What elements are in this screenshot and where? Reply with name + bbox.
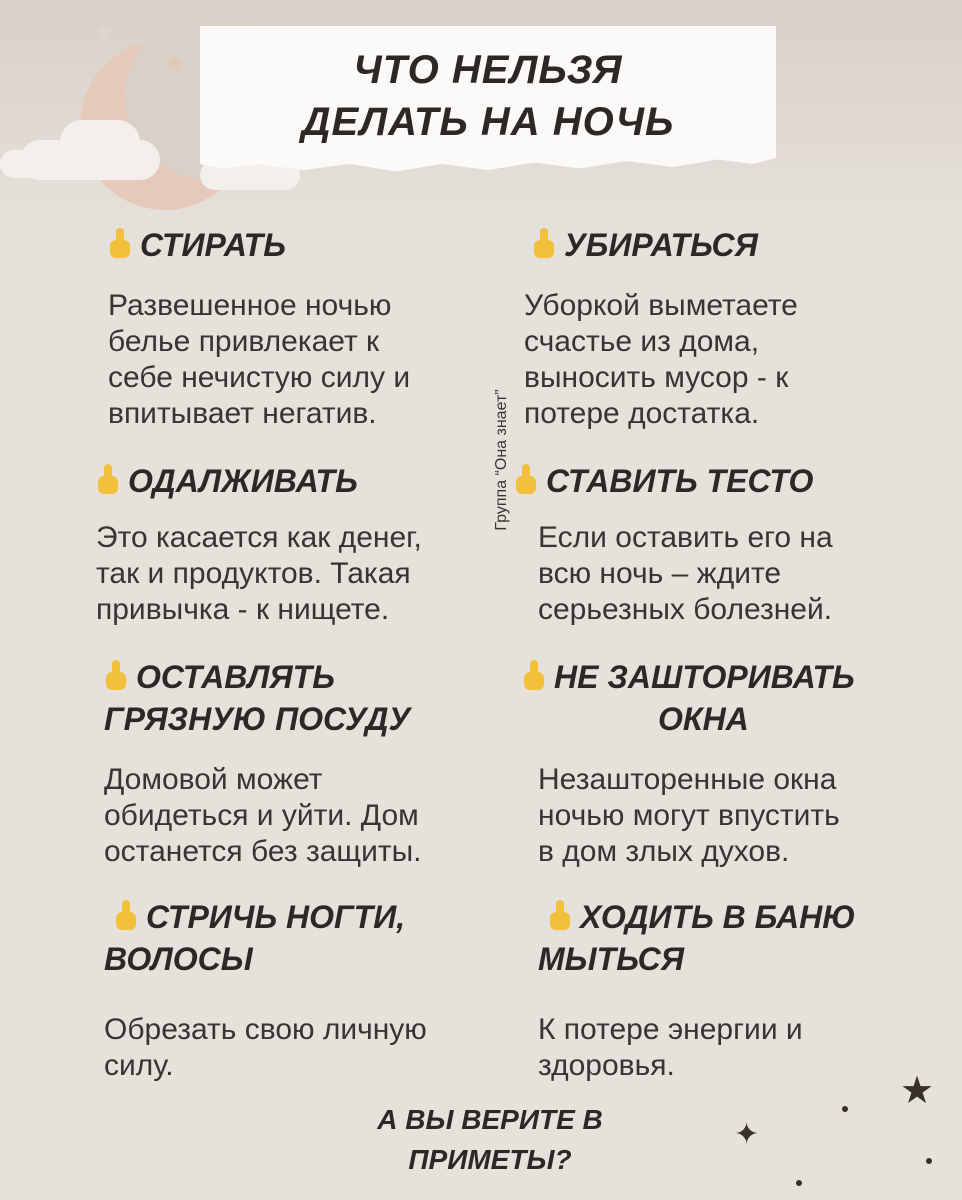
heading-text: ОКНА [658, 701, 749, 737]
text-line: потере достатка. [524, 397, 760, 430]
heading-text: ГРЯЗНУЮ ПОСУДУ [104, 701, 411, 737]
section-heading [104, 896, 405, 980]
section-heading [108, 224, 286, 266]
text-line: Развешенное ночью [108, 289, 392, 322]
text-line: силу. [104, 1049, 174, 1082]
heading-text: УБИРАТЬСЯ [564, 227, 758, 263]
section-text [104, 762, 422, 870]
text-line: выносить мусор - к [524, 361, 789, 394]
section-heading [514, 460, 813, 502]
cloud-icon [60, 120, 140, 165]
text-line: белье привлекает к [108, 325, 380, 358]
text-line: здоровья. [538, 1049, 675, 1082]
section-text [96, 520, 422, 628]
star-dot [796, 1180, 802, 1186]
pointing-finger-icon [548, 900, 572, 932]
heading-text: ВОЛОСЫ [104, 941, 253, 977]
text-line: Уборкой выметаете [524, 289, 798, 322]
title-line-1: ЧТО НЕЛЬЗЯ [353, 48, 623, 92]
section-text [524, 288, 798, 432]
heading-text: СТРИЧЬ НОГТИ, [146, 899, 406, 935]
heading-text: ОДАЛЖИВАТЬ [128, 463, 358, 499]
text-line: счастье из дома, [524, 325, 760, 358]
text-line: ночью могут впустить [538, 799, 840, 832]
section-heading [532, 224, 758, 266]
footer-line: А ВЫ ВЕРИТЕ В [377, 1104, 603, 1135]
pointing-finger-icon [96, 464, 120, 496]
text-line: себе нечистую силу и [108, 361, 411, 394]
section-text [538, 762, 840, 870]
pointing-finger-icon [108, 228, 132, 260]
star-dot [842, 1106, 848, 1112]
heading-text: СТИРАТЬ [140, 227, 286, 263]
text-line: привычка - к нищете. [96, 593, 390, 626]
text-line: впитывает негатив. [108, 397, 377, 430]
star-icon: ★ [164, 50, 184, 75]
section-heading [538, 896, 856, 980]
text-line: в дом злых духов. [538, 835, 790, 868]
pointing-finger-icon [104, 660, 128, 692]
heading-text: ХОДИТЬ В БАНЮ [580, 899, 856, 935]
text-line: Если оставить его на [538, 521, 833, 554]
star-icon: ★ [900, 1070, 935, 1112]
text-line: Незашторенные окна [538, 763, 837, 796]
section-heading [522, 656, 922, 740]
heading-text: СТАВИТЬ ТЕСТО [546, 463, 814, 499]
section-text [104, 1012, 427, 1084]
pointing-finger-icon [522, 660, 546, 692]
footer-question [340, 1100, 640, 1180]
text-line: обидеться и уйти. Дом [104, 799, 419, 832]
heading-text: ОСТАВЛЯТЬ [136, 659, 335, 695]
text-line: Обрезать свою личную [104, 1013, 427, 1046]
group-watermark-text: Группа “Она знает” [493, 389, 510, 531]
page-title [200, 44, 776, 148]
text-line: серьезных болезней. [538, 593, 833, 626]
heading-text: НЕ ЗАШТОРИВАТЬ [554, 659, 855, 695]
text-line: так и продуктов. Такая [96, 557, 411, 590]
text-line: останется без защиты. [104, 835, 422, 868]
text-line: Домовой может [104, 763, 323, 796]
title-line-2: ДЕЛАТЬ НА НОЧЬ [301, 100, 675, 144]
star-dot [926, 1158, 932, 1164]
footer-line: ПРИМЕТЫ? [408, 1144, 572, 1175]
section-heading [96, 460, 358, 502]
section-heading [104, 656, 410, 740]
text-line: К потере энергии и [538, 1013, 803, 1046]
group-watermark [482, 320, 522, 600]
pointing-finger-icon [114, 900, 138, 932]
section-text [108, 288, 410, 432]
heading-text: МЫТЬСЯ [538, 941, 685, 977]
text-line: всю ночь – ждите [538, 557, 782, 590]
pointing-finger-icon [532, 228, 556, 260]
star-icon: ☆ [98, 25, 109, 39]
star-icon: ✦ [734, 1118, 760, 1151]
cloud-icon [0, 150, 60, 178]
section-text [538, 1012, 803, 1084]
text-line: Это касается как денег, [96, 521, 422, 554]
section-text [538, 520, 833, 628]
